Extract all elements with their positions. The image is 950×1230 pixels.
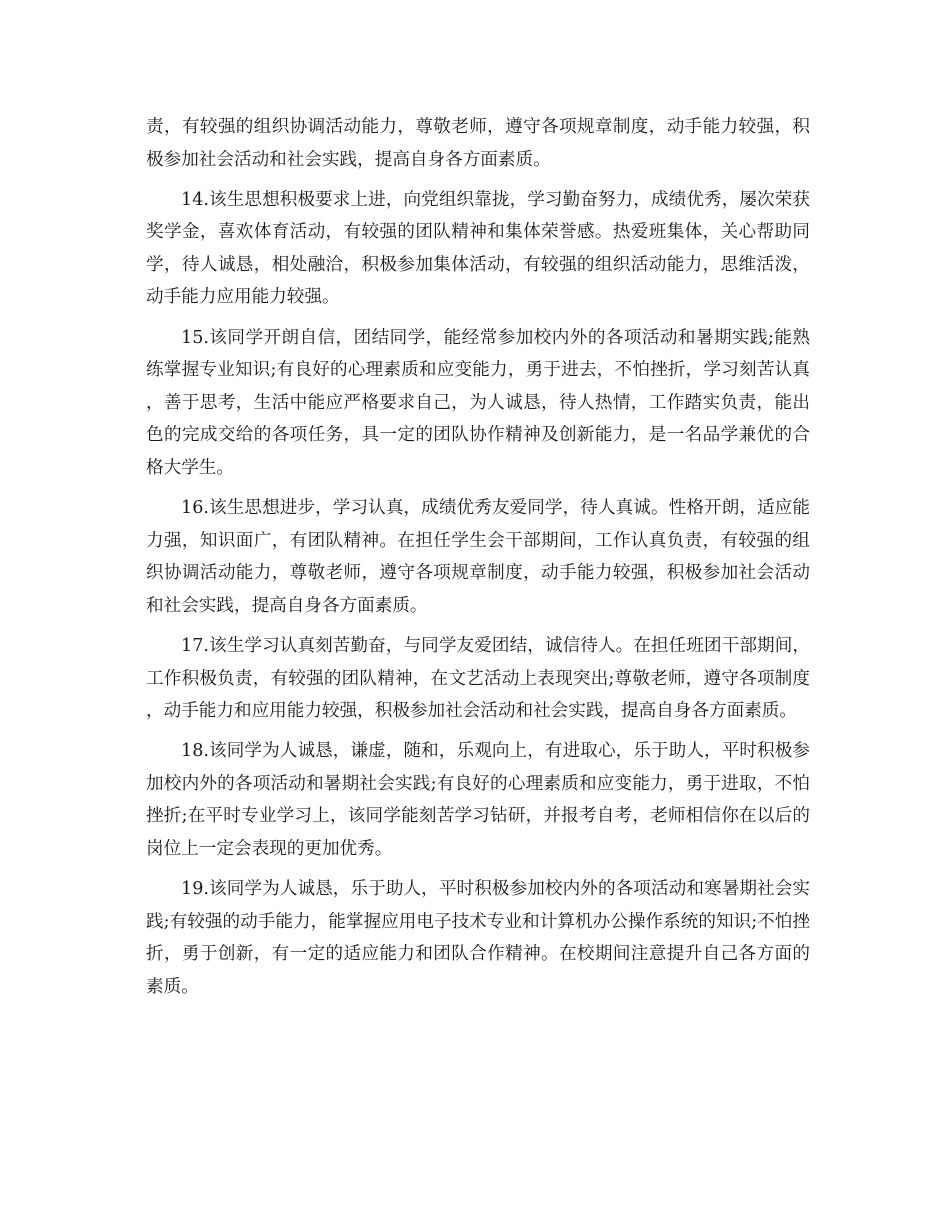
paragraph-17: 17.该生学习认真刻苦勤奋，与同学友爱团结，诚信待人。在担任班团干部期间，工作积极负责，有较强的团队精神，在文艺活动上表现突出;尊敬老师，遵守各项制度，动手能力和应用能力较强，积极参加社会活动和社会实践，提高自身各方面素质。 (146, 635, 810, 722)
paragraph-14: 14.该生思想积极要求上进，向党组织靠拢，学习勤奋努力，成绩优秀，屡次荣获奖学金，喜欢体育活动，有较强的团队精神和集体荣誉感。热爱班集体，关心帮助同学，待人诚恳，相处融洽，积极参加集体活动，有较强的组织活动能力，思维活泼，动手能力应用能力较强。 (146, 189, 810, 308)
paragraph-continued: 责，有较强的组织协调活动能力，尊敬老师，遵守各项规章制度，动手能力较强，积极参加社会活动和社会实践，提高自身各方面素质。 (146, 117, 810, 170)
paragraph-16: 16.该生思想进步，学习认真，成绩优秀友爱同学，待人真诚。性格开朗，适应能力强，知识面广，有团队精神。在担任学生会干部期间，工作认真负责，有较强的组织协调活动能力，尊敬老师，遵守各项规章制度，动手能力较强，积极参加社会活动和社会实践，提高自身各方面素质。 (146, 498, 810, 616)
document-page (146, 111, 810, 1011)
paragraph-15: 15.该同学开朗自信，团结同学，能经常参加校内外的各项活动和暑期实践;能熟练掌握专业知识;有良好的心理素质和应变能力，勇于进去，不怕挫折，学习刻苦认真，善于思考，生活中能应严格要求自己，为人诚恳，待人热情，工作踏实负责，能出色的完成交给的各项任务，具一定的团队协作精神及创新能力，是一名品学兼优的合格大学生。 (146, 327, 810, 478)
paragraph-19: 19.该同学为人诚恳，乐于助人，平时积极参加校内外的各项活动和寒暑期社会实践;有较强的动手能力，能掌握应用电子技术专业和计算机办公操作系统的知识;不怕挫折，勇于创新，有一定的适应能力和团队合作精神。在校期间注意提升自己各方面的素质。 (146, 879, 810, 997)
paragraph-18: 18.该同学为人诚恳，谦虚，随和，乐观向上，有进取心，乐于助人，平时积极参加校内外的各项活动和暑期社会实践;有良好的心理素质和应变能力，勇于进取，不怕挫折;在平时专业学习上，该同学能刻苦学习钻研，并报考自考，老师相信你在以后的岗位上一定会表现的更加优秀。 (146, 741, 810, 859)
